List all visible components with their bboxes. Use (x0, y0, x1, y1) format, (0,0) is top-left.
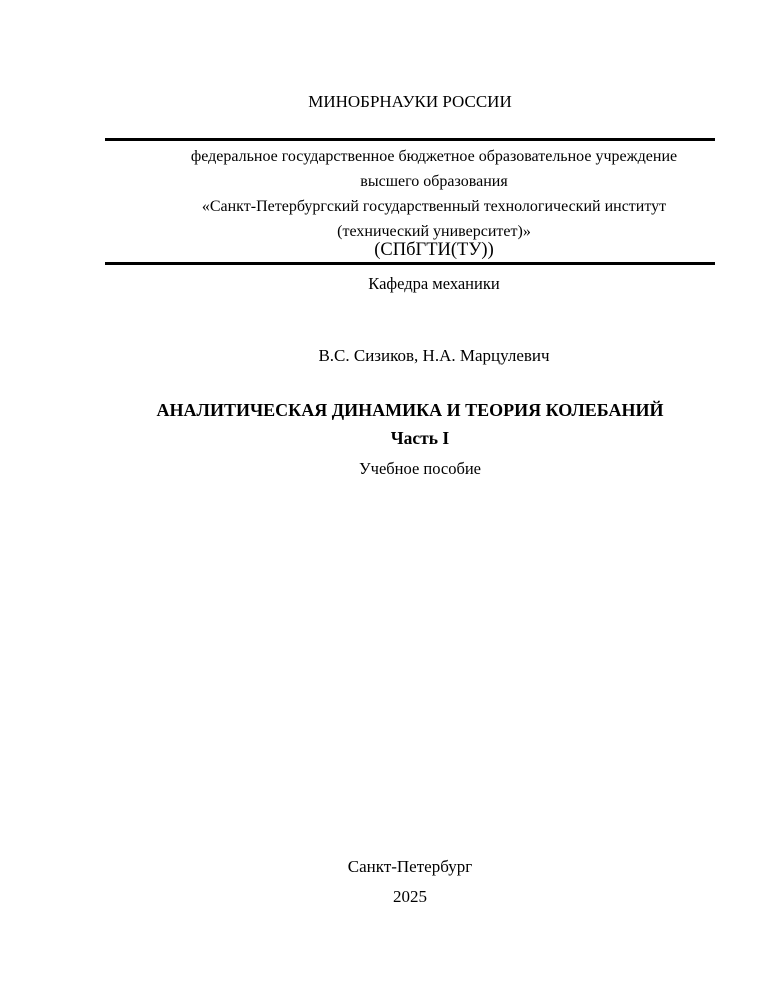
authors-line: В.С. Сизиков, Н.А. Марцулевич (318, 346, 550, 365)
part-label: Часть I (390, 428, 450, 448)
subtitle: Учебное пособие (358, 459, 482, 478)
separator-line-top (105, 138, 715, 141)
institution-name-line-2: высшего образования (360, 173, 508, 190)
institution-abbreviation: (СПбГТИ(ТУ)) (374, 240, 494, 260)
institution-name-line-1: федеральное государственное бюджетное образовательное учреждение (190, 148, 678, 165)
publication-city: Санкт-Петербург (347, 857, 473, 876)
institution-name-line-3: «Санкт-Петербургский государственный технологический институт (201, 198, 667, 215)
book-title: АНАЛИТИЧЕСКАЯ ДИНАМИКА И ТЕОРИЯ КОЛЕБАНИЙ (156, 400, 664, 420)
ministry-name: МИНОБРНАУКИ РОССИИ (308, 92, 512, 111)
institution-name-line-4: (технический университет)» (337, 223, 531, 240)
publication-year: 2025 (393, 887, 427, 906)
department-name: Кафедра механики (368, 274, 500, 293)
separator-line-bottom (105, 262, 715, 265)
